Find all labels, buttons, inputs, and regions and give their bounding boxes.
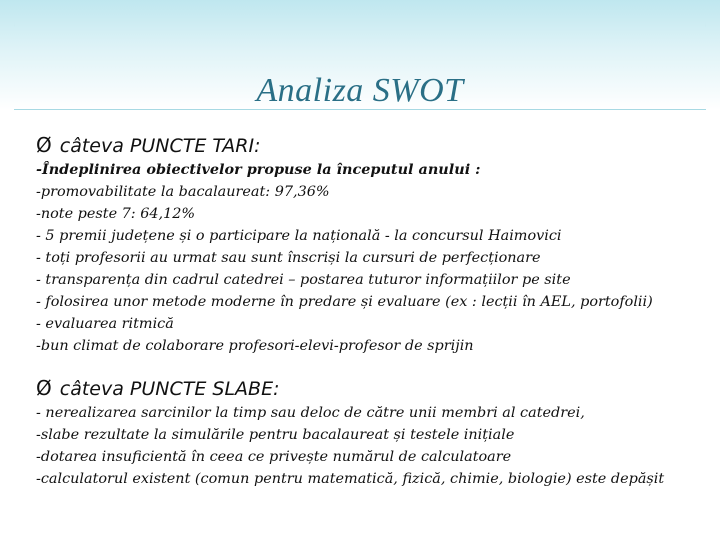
strength-item: -note peste 7: 64,12% [36, 206, 196, 222]
weakness-item: -calculatorul existent (comun pentru matematică, fizică, chimie, biologie) este depășit [36, 471, 665, 487]
arrow-bullet-icon: Ø [36, 376, 52, 400]
strength-item: - evaluarea ritmică [36, 316, 174, 332]
strengths-heading [36, 132, 706, 159]
weaknesses-heading [36, 375, 706, 402]
weakness-item: -dotarea insuficientă în ceea ce privește numărul de calculatoare [36, 449, 512, 465]
strength-item: -Îndeplinirea obiectivelor propuse la începutul anului : [36, 161, 481, 178]
strength-item: -promovabilitate la bacalaureat: 97,36% [36, 184, 330, 200]
strength-item: - toți profesorii au urmat sau sunt înscriși la cursuri de perfecționare [36, 250, 541, 266]
strength-item: -bun climat de colaborare profesori-elevi-profesor de sprijin [36, 338, 474, 354]
strengths-heading-text: câteva PUNCTE TARI: [59, 135, 261, 157]
arrow-bullet-icon: Ø [36, 133, 52, 157]
weaknesses-heading-text: câteva PUNCTE SLABE: [59, 378, 280, 400]
strength-item: - folosirea unor metode moderne în predare și evaluare (ex : lecții în AEL, portofolii) [36, 294, 653, 310]
strength-item: - 5 premii județene și o participare la națională - la concursul Haimovici [36, 228, 562, 244]
strength-item: - transparența din cadrul catedrei – postarea tuturor informațiilor pe site [36, 272, 571, 288]
weakness-item: -slabe rezultate la simulările pentru bacalaureat și testele inițiale [36, 427, 515, 443]
slide-title: Analiza SWOT [256, 72, 464, 109]
slide-content [36, 132, 706, 490]
weakness-item: - nerealizarea sarcinilor la timp sau deloc de către unii membri al catedrei, [36, 405, 585, 421]
